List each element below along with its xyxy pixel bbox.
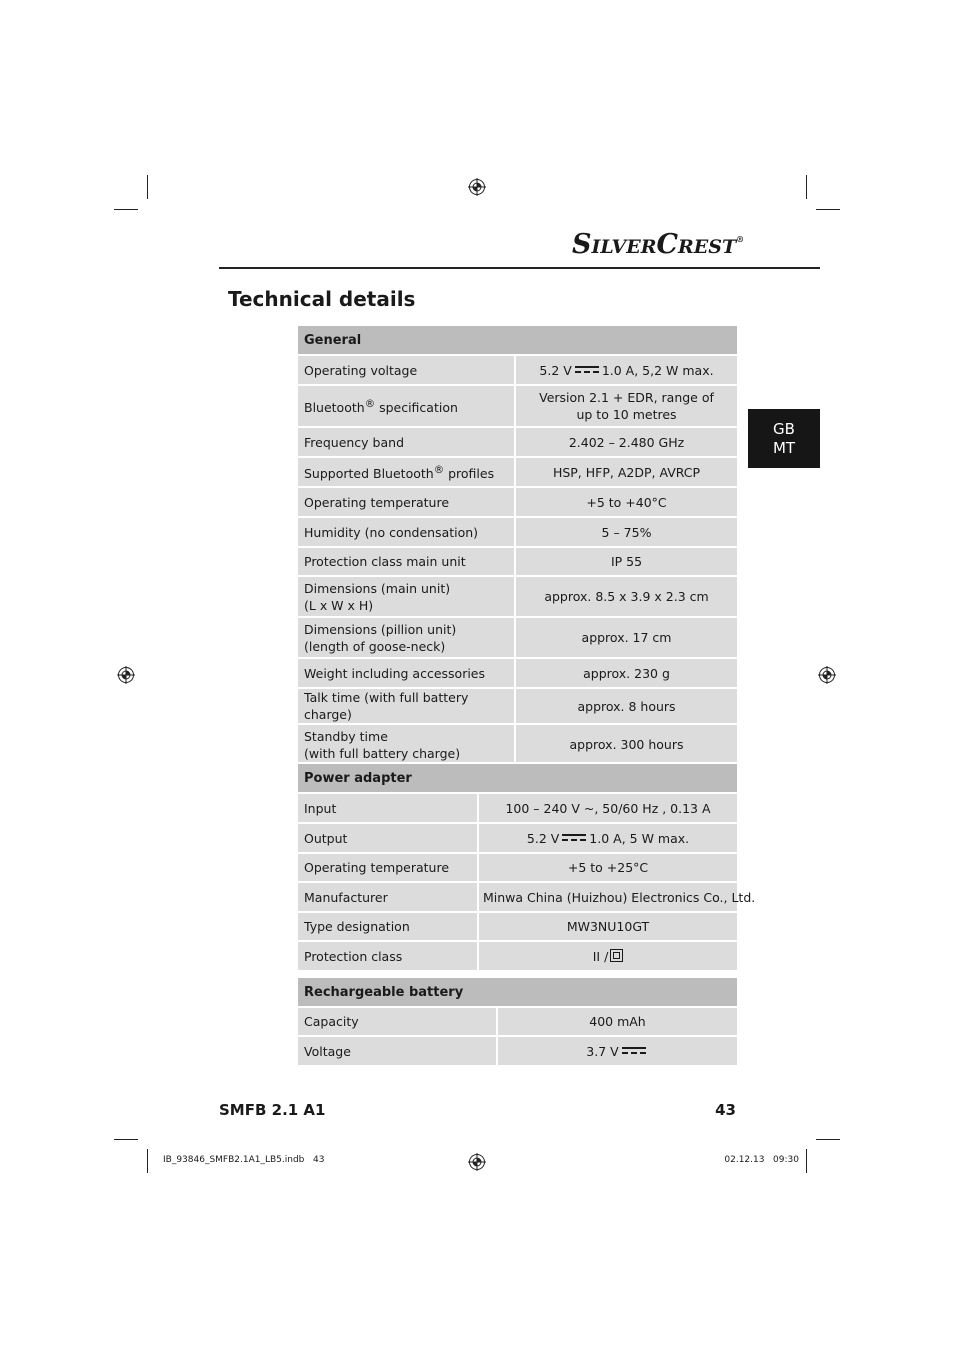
page-title: Technical details xyxy=(228,287,416,311)
crop-mark xyxy=(114,1139,138,1140)
spec-label: Protection class main unit xyxy=(297,547,515,576)
spec-value: approx. 230 g xyxy=(515,658,738,688)
spec-label: Capacity xyxy=(297,1007,497,1036)
table-row xyxy=(297,517,738,547)
spec-value: Minwa China (Huizhou) Electronics Co., Ltd. xyxy=(478,882,738,912)
table-heading-row xyxy=(297,325,738,355)
spec-label: Output xyxy=(297,823,478,853)
spec-value: approx. 8 hours xyxy=(515,688,738,724)
table-row xyxy=(297,941,738,971)
spec-label: Type designation xyxy=(297,912,478,941)
spec-label: Voltage xyxy=(297,1036,497,1066)
registration-mark-icon xyxy=(818,666,836,684)
table-row xyxy=(297,1007,738,1036)
table-row xyxy=(297,882,738,912)
general-specs-table xyxy=(296,324,739,766)
table-row xyxy=(297,793,738,823)
dc-current-icon xyxy=(562,834,586,842)
table-heading: Rechargeable battery xyxy=(297,977,738,1007)
spec-label: Input xyxy=(297,793,478,823)
spec-value: approx. 17 cm xyxy=(515,617,738,658)
spec-value: +5 to +40°C xyxy=(515,487,738,517)
registration-mark-icon xyxy=(468,178,486,196)
spec-label: Frequency band xyxy=(297,427,515,457)
dc-current-icon xyxy=(622,1047,646,1055)
table-row xyxy=(297,724,738,765)
table-row xyxy=(297,823,738,853)
table-row xyxy=(297,487,738,517)
power-adapter-specs-table xyxy=(296,762,756,972)
language-code: GB xyxy=(773,419,795,438)
dc-current-icon xyxy=(575,366,599,374)
spec-value: II / xyxy=(478,941,738,971)
crop-mark xyxy=(816,209,840,210)
crop-mark xyxy=(147,1149,148,1173)
table-row xyxy=(297,853,738,882)
spec-label: Bluetooth® specification xyxy=(297,385,515,427)
spec-label: Operating voltage xyxy=(297,355,515,385)
battery-specs-table xyxy=(296,976,739,1067)
spec-value: approx. 8.5 x 3.9 x 2.3 cm xyxy=(515,576,738,617)
spec-value: HSP, HFP, A2DP, AVRCP xyxy=(515,457,738,487)
spec-value: 400 mAh xyxy=(497,1007,738,1036)
spec-label: Supported Bluetooth® profiles xyxy=(297,457,515,487)
spec-value: 100 – 240 V ~, 50/60 Hz , 0.13 A xyxy=(478,793,738,823)
spec-label: Talk time (with full battery charge) xyxy=(297,688,515,724)
spec-label: Manufacturer xyxy=(297,882,478,912)
spec-label: Humidity (no condensation) xyxy=(297,517,515,547)
spec-label: Operating temperature xyxy=(297,853,478,882)
spec-value: Version 2.1 + EDR, range of up to 10 metres xyxy=(515,385,738,427)
table-row xyxy=(297,427,738,457)
crop-mark xyxy=(147,175,148,199)
spec-value: 5 – 75% xyxy=(515,517,738,547)
table-heading-row xyxy=(297,763,738,793)
spec-value: 5.2 V 1.0 A, 5,2 W max. xyxy=(515,355,738,385)
spec-value: 3.7 V xyxy=(497,1036,738,1066)
crop-mark xyxy=(806,1149,807,1173)
spec-value: +5 to +25°C xyxy=(478,853,738,882)
table-row xyxy=(297,912,738,941)
spec-value: approx. 300 hours xyxy=(515,724,738,765)
table-row xyxy=(297,547,738,576)
crop-mark xyxy=(114,209,138,210)
spec-label: Dimensions (main unit) (L x W x H) xyxy=(297,576,515,617)
brand-wordmark: SILVERCREST® xyxy=(572,229,745,260)
registration-mark-icon xyxy=(117,666,135,684)
registration-mark-icon xyxy=(468,1153,486,1171)
spec-label: Protection class xyxy=(297,941,478,971)
table-heading: General xyxy=(297,325,738,355)
header-rule xyxy=(219,267,820,269)
page-number: 43 xyxy=(715,1101,736,1119)
spec-label: Weight including accessories xyxy=(297,658,515,688)
table-row xyxy=(297,355,738,385)
language-tab xyxy=(748,409,820,468)
spec-label: Dimensions (pillion unit) (length of goose-neck) xyxy=(297,617,515,658)
spec-value: 5.2 V 1.0 A, 5 W max. xyxy=(478,823,738,853)
spec-label: Standby time (with full battery charge) xyxy=(297,724,515,765)
print-slug-date: 02.12.13 09:30 xyxy=(724,1155,799,1165)
table-row xyxy=(297,658,738,688)
table-row xyxy=(297,576,738,617)
footer-model-number: SMFB 2.1 A1 xyxy=(219,1101,326,1119)
crop-mark xyxy=(816,1139,840,1140)
table-row xyxy=(297,688,738,724)
protection-class-ii-icon xyxy=(610,949,623,962)
spec-value: IP 55 xyxy=(515,547,738,576)
table-row xyxy=(297,385,738,427)
brand-logo xyxy=(572,228,745,262)
spec-value: 2.402 – 2.480 GHz xyxy=(515,427,738,457)
table-row xyxy=(297,1036,738,1066)
spec-value: MW3NU10GT xyxy=(478,912,738,941)
crop-mark xyxy=(806,175,807,199)
language-code: MT xyxy=(772,438,796,457)
table-heading-row xyxy=(297,977,738,1007)
table-row xyxy=(297,617,738,658)
print-slug-file: IB_93846_SMFB2.1A1_LB5.indb 43 xyxy=(163,1155,325,1165)
table-row xyxy=(297,457,738,487)
spec-label: Operating temperature xyxy=(297,487,515,517)
table-heading: Power adapter xyxy=(297,763,738,793)
